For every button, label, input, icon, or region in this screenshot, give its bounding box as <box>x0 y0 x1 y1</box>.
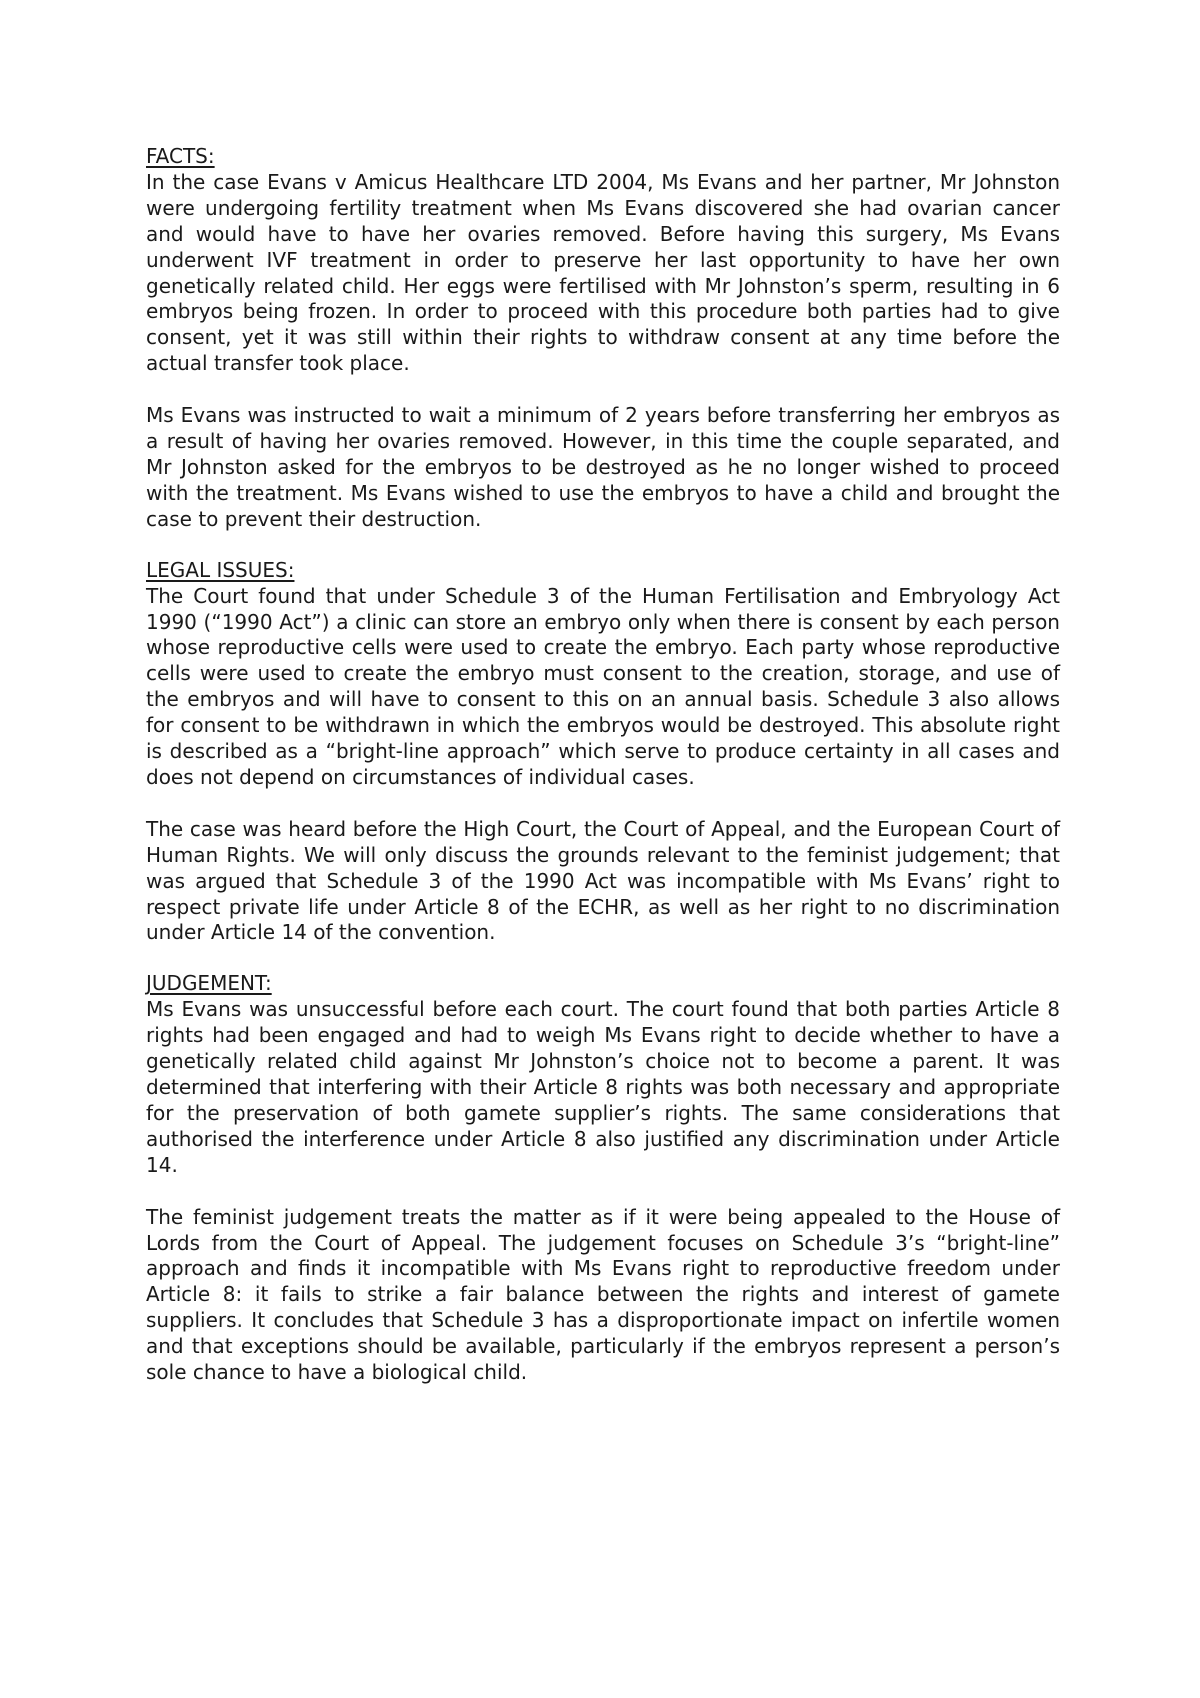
section-heading-judgement: JUDGEMENT: <box>146 971 272 996</box>
section-facts <box>146 144 1060 533</box>
paragraph: In the case Evans v Amicus Healthcare LTD 2004, Ms Evans and her partner, Mr Johnston were undergoing fertility treatment when Ms Evans discovered she had ovarian cancer and would have to have her ovaries removed. Before having this surgery, Ms Evans underwent IVF treatment in order to preserve her last opportunity to have her own genetically related child. Her eggs were fertilised with Mr Johnston’s sperm, resulting in 6 embryos being frozen. In order to proceed with this procedure both parties had to give consent, yet it was still within their rights to withdraw consent at any time before the actual transfer took place. <box>146 169 1060 376</box>
section-legal-issues <box>146 558 1060 947</box>
paragraph: The Court found that under Schedule 3 of the Human Fertilisation and Embryology Act 1990 (“1990 Act”) a clinic can store an embryo only when there is consent by each person whose reproductive cells were used to create the embryo. Each party whose reproductive cells were used to create the embryo must consent to the creation, storage, and use of the embryos and will have to consent to this on an annual basis. Schedule 3 also allows for consent to be withdrawn in which the embryos would be destroyed. This absolute right is described as a “bright-line approach” which serve to produce certainty in all cases and does not depend on circumstances of individual cases. <box>146 583 1060 789</box>
section-heading-legal-issues: LEGAL ISSUES: <box>146 557 295 582</box>
paragraph: The feminist judgement treats the matter as if it were being appealed to the House of Lords from the Court of Appeal. The judgement focuses on Schedule 3’s “bright-line” approach and finds it incompatible with Ms Evans right to reproductive freedom under Article 8: it fails to strike a fair balance between the rights and interest of gamete suppliers. It concludes that Schedule 3 has a disproportionate impact on infertile women and that exceptions should be available, particularly if the embryos represent a person’s sole chance to have a biological child. <box>146 1204 1060 1385</box>
section-judgement <box>146 971 1060 1386</box>
paragraph: Ms Evans was instructed to wait a minimum of 2 years before transferring her embryos as a result of having her ovaries removed. However, in this time the couple separated, and Mr Johnston asked for the embryos to be destroyed as he no longer wished to proceed with the treatment. Ms Evans wished to use the embryos to have a child and brought the case to prevent their destruction. <box>146 403 1060 531</box>
document-page <box>146 144 1060 1411</box>
section-heading-facts: FACTS: <box>146 144 215 168</box>
paragraph: Ms Evans was unsuccessful before each court. The court found that both parties Article 8 rights had been engaged and had to weigh Ms Evans right to decide whether to have a genetically related child against Mr Johnston’s choice not to become a parent. It was determined that interfering with their Article 8 rights was both necessary and appropriate for the preservation of both gamete supplier’s rights. The same considerations that authorised the interference under Article 8 also justified any discrimination under Article 14. <box>146 997 1060 1177</box>
paragraph: The case was heard before the High Court, the Court of Appeal, and the European Court of Human Rights. We will only discuss the grounds relevant to the feminist judgement; that was argued that Schedule 3 of the 1990 Act was incompatible with Ms Evans’ right to respect private life under Article 8 of the ECHR, as well as her right to no discrimination under Article 14 of the convention. <box>146 816 1060 945</box>
